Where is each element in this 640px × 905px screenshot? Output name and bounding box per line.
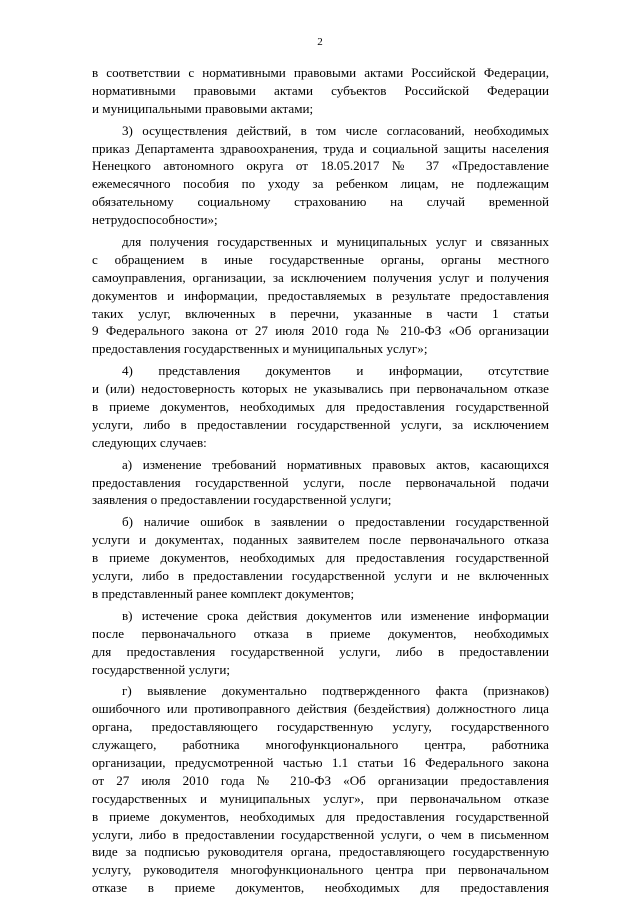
text-line: в соответствии с нормативными правовыми актами Российской Федерации, <box>92 65 549 80</box>
text-line: нормативными правовыми актами субъектов Российской Федерации <box>92 82 549 98</box>
text-line: услуги, либо в предоставлении государственной услуги и не включенных <box>92 568 549 584</box>
text-line: 9 Федерального закона от 27 июля 2010 года № 210-ФЗ «Об организации <box>92 323 549 339</box>
text-line: предоставления государственных и муниципальных услуг»; <box>92 341 428 357</box>
text-line: государственных и муниципальных услуг», при первоначальном отказе <box>92 790 549 806</box>
text-line: и муниципальными правовыми актами; <box>92 100 314 116</box>
text-line: 4) представления документов и информации, отсутствие <box>122 363 549 379</box>
text-line: с обращением в иные государственные органы, органы местного <box>92 251 549 267</box>
text-line: нетрудоспособности»; <box>92 212 218 228</box>
paragraph <box>92 122 549 229</box>
text-line: служащего, работника многофункционального центра, работника <box>92 737 549 753</box>
paragraph <box>92 456 549 510</box>
text-line: Ненецкого автономного округа от 18.05.2017 № 37 «Предоставление <box>92 158 549 174</box>
paragraph <box>92 233 549 358</box>
text-line: в представленный ранее комплект документов; <box>92 585 355 601</box>
text-line: виде за подписью руководителя органа, предоставляющего государственную <box>92 844 549 860</box>
text-line: для получения государственных и муниципальных услуг и связанных <box>122 234 549 250</box>
text-line: приказ Департамента здравоохранения, труда и социальной защиты населения <box>92 140 549 156</box>
text-line: в приеме документов, необходимых для предоставления государственной <box>92 399 549 415</box>
text-line: органа, предоставляющего государственную услугу, государственного <box>92 719 549 735</box>
text-line: таких услуг, включенных в перечни, указанные в части 1 статьи <box>92 305 549 321</box>
paragraph <box>92 607 549 679</box>
text-line: услуги, либо в предоставлении государственной услуги, за исключением <box>92 416 549 432</box>
text-line: самоуправления, организации, за исключением получения услуг и получения <box>92 269 549 285</box>
text-line: б) наличие ошибок в заявлении о предоставлении государственной <box>122 514 549 530</box>
text-line: г) выявление документально подтвержденного факта (признаков) <box>122 683 549 699</box>
text-line: ошибочного или противоправного действия (бездействия) должностного лица <box>92 701 549 717</box>
text-line: 3) осуществления действий, в том числе согласований, необходимых <box>122 122 549 138</box>
text-line: а) изменение требований нормативных правовых актов, касающихся <box>122 456 549 472</box>
paragraph <box>92 513 549 602</box>
text-line: обязательному социальному страхованию на случай временной <box>92 194 549 210</box>
paragraph <box>92 682 549 897</box>
text-line: от 27 июля 2010 года № 210-ФЗ «Об организации предоставления <box>92 772 549 788</box>
text-line: заявления о предоставлении государственной услуги; <box>92 492 392 508</box>
text-line: услуги, либо в предоставлении государственной услуги, о чем в письменном <box>92 826 549 842</box>
paragraph <box>92 64 549 118</box>
paragraph <box>92 362 549 451</box>
text-line: документов и информации, предоставляемых в результате предоставления <box>92 287 549 303</box>
text-line: услугу, руководителя многофункционального центра при первоначальном <box>92 862 549 878</box>
text-line: государственной услуги; <box>92 661 231 677</box>
document-body <box>92 64 549 897</box>
text-line: организации, предусмотренной частью 1.1 статьи 16 Федерального закона <box>92 754 549 770</box>
text-line: и (или) недостоверность которых не указывались при первоначальном отказе <box>92 381 549 397</box>
text-line: следующих случаев: <box>92 434 207 450</box>
text-line: для предоставления государственной услуги, либо в предоставлении <box>92 643 549 659</box>
text-line: услуги и документах, поданных заявителем после первоначального отказа <box>92 532 549 548</box>
text-line: в приеме документов, необходимых для предоставления государственной <box>92 808 549 824</box>
text-line: после первоначального отказа в приеме документов, необходимых <box>92 625 549 641</box>
text-line: в) истечение срока действия документов или изменение информации <box>122 607 549 623</box>
text-line: предоставления государственной услуги, после первоначальной подачи <box>92 474 549 490</box>
text-line: отказе в приеме документов, необходимых для предоставления <box>92 880 549 896</box>
page-number: 2 <box>317 36 323 48</box>
text-line: в приеме документов, необходимых для предоставления государственной <box>92 550 549 566</box>
text-line: ежемесячного пособия по уходу за ребенком лицам, не подлежащим <box>92 176 549 192</box>
